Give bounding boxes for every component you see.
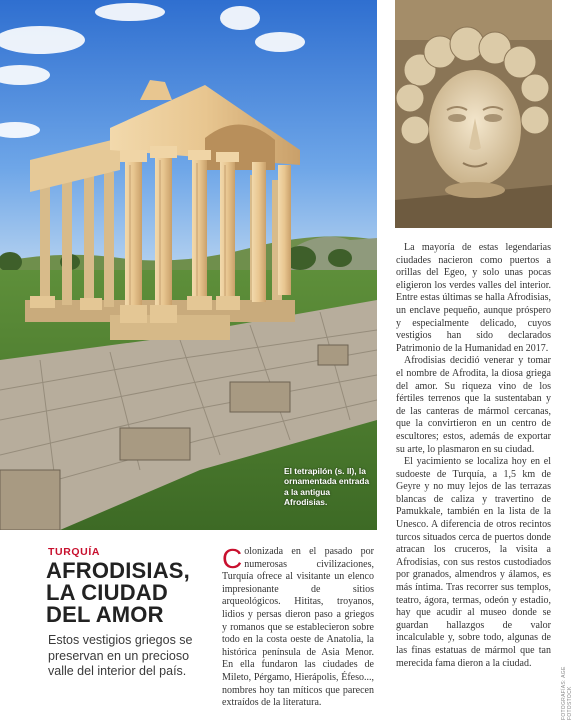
photo-caption: El tetrapilón (s. II), la ornamentada entrada a la antigua Afrodisias. xyxy=(284,466,370,508)
body-column-right xyxy=(396,242,551,670)
drop-cap: C xyxy=(222,543,243,574)
body-paragraph: Afrodisias decidió venerar y tomar el nombre de Afrodita, la diosa griega del amor. Su riqueza vino de los fértiles terrenos que la sustentaban y de las canteras de mármol cercanas, que la convirtieron en un centro de escultores; estos, además de exportar su arte, lo plasmaron en su ciudad. xyxy=(396,355,551,455)
article-standfirst: Estos vestigios griegos se preservan en un precioso valle del interior del país. xyxy=(48,633,193,678)
photo-credit: FOTOGRAFÍAS: AGE FOTOSTOCK xyxy=(561,666,573,720)
main-photo xyxy=(0,0,377,530)
body-paragraph: El yacimiento se localiza hoy en el sudoeste de Turquía, a 1,5 km de Geyre y no muy lejos de las terrazas blancas de caliza y travertino de Pamukkale, también en la lista de la Unesco. A diferencia de otros recintos turcos situados cerca de puertos donde atracan los cruceros, la visita a Afrodisias, con sus restos custodiados por granados, almendros y álamos, es más íntima. Tras recorrer sus templos, teatro, ágora, termas, odeón y estadio, hay que acudir al museo donde se guardan hallazgos de valor incalculable y, sobre todo, algunas de las finas estatuas de mármol que tan merecida fama dieron a la ciudad. xyxy=(396,456,551,669)
relief-photo xyxy=(395,0,552,228)
article-headline: AFRODISIAS, LA CIUDAD DEL AMOR xyxy=(46,558,190,627)
body-paragraph: La mayoría de estas legendarias ciudades nacieron como puertos a orillas del Egeo, y solo unas pocas eligieron los verdes valles del interior. Entre estas últimas se halla Afrodisias, un enclave pequeño, aunque próspero y especialmente delicado, cuyos vestigios han sido declarados Patrimonio de la Humanidad en 2017. xyxy=(396,242,551,354)
tetrapylon-photo xyxy=(0,0,377,530)
section-kicker: TURQUÍA xyxy=(48,546,101,558)
body-paragraph: Colonizada en el pasado por numerosas civilizaciones, Turquía ofrece al visitante un elenco impresionante de sitios arqueológicos. Hititas, troyanos, lidios y persas dieron paso a griegos y romanos que se establecieron sobre todo en la costa oeste de Anatolia, la histórica península de Asia Menor. En ella fundaron las ciudades de Mileto, Pérgamo, Hierápolis, Éfeso..., nombres hoy tan míticos que parecen extraídos de la literatura. xyxy=(222,543,374,709)
medusa-relief-image xyxy=(395,0,552,228)
body-column-left xyxy=(222,543,374,710)
